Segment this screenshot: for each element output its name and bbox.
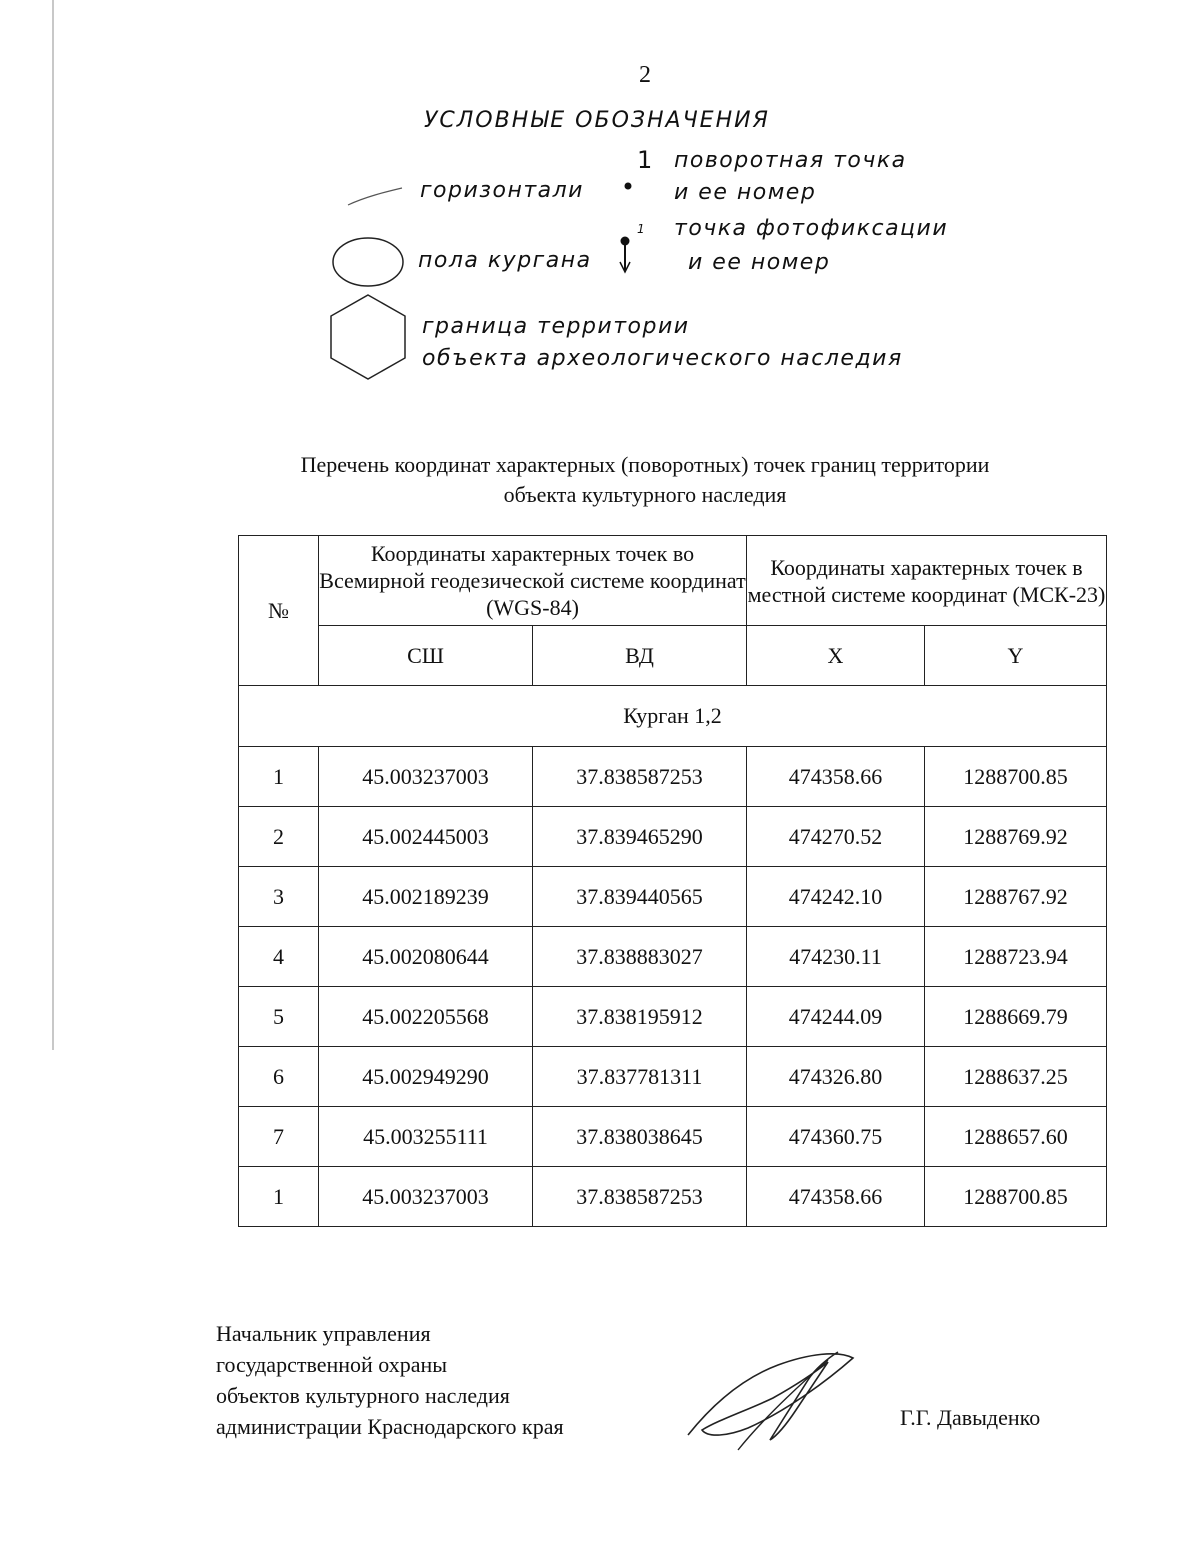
boundary-symbol bbox=[331, 295, 405, 379]
cell-x: 474326.80 bbox=[747, 1047, 925, 1107]
section-title: Курган 1,2 bbox=[239, 686, 1107, 747]
cell-number: 1 bbox=[239, 747, 319, 807]
cell-y: 1288767.92 bbox=[925, 867, 1107, 927]
signatory-name: Г.Г. Давыденко bbox=[900, 1405, 1041, 1430]
cell-longitude: 37.837781311 bbox=[533, 1047, 747, 1107]
table-row bbox=[239, 927, 1107, 987]
column-header-latitude: СШ bbox=[319, 626, 533, 686]
contour-line-symbol bbox=[348, 188, 402, 205]
signatory-line-1: Начальник управления bbox=[216, 1321, 431, 1346]
mound-floor-label: пола кургана bbox=[418, 248, 592, 273]
boundary-label-2: объекта археологического наследия bbox=[422, 346, 903, 371]
cell-latitude: 45.002189239 bbox=[319, 867, 533, 927]
cell-latitude: 45.002205568 bbox=[319, 987, 533, 1047]
cell-y: 1288637.25 bbox=[925, 1047, 1107, 1107]
coordinates-table bbox=[238, 535, 1107, 1227]
cell-number: 3 bbox=[239, 867, 319, 927]
table-row bbox=[239, 1107, 1107, 1167]
legend-symbols bbox=[0, 0, 1200, 400]
cell-latitude: 45.003255111 bbox=[319, 1107, 533, 1167]
turn-point-symbol bbox=[625, 183, 632, 190]
page-number: 2 bbox=[639, 62, 651, 88]
handwritten-signature bbox=[678, 1340, 868, 1460]
boundary-label-1: граница территории bbox=[422, 314, 690, 339]
contours-label: горизонтали bbox=[420, 178, 584, 203]
legend-title: УСЛОВНЫЕ ОБОЗНАЧЕНИЯ bbox=[424, 108, 770, 133]
signatory-position bbox=[216, 1318, 564, 1442]
mound-floor-symbol bbox=[333, 238, 403, 286]
turn-point-label-2: и ее номер bbox=[674, 180, 817, 205]
photo-point-label-1: точка фотофиксации bbox=[674, 216, 949, 241]
section-row bbox=[239, 686, 1107, 747]
scan-edge-line bbox=[52, 0, 54, 1050]
cell-x: 474230.11 bbox=[747, 927, 925, 987]
table-row bbox=[239, 1047, 1107, 1107]
cell-number: 1 bbox=[239, 1167, 319, 1227]
list-title-line-2: объекта культурного наследия bbox=[503, 482, 787, 507]
cell-longitude: 37.838195912 bbox=[533, 987, 747, 1047]
cell-y: 1288669.79 bbox=[925, 987, 1107, 1047]
cell-longitude: 37.838587253 bbox=[533, 747, 747, 807]
cell-number: 2 bbox=[239, 807, 319, 867]
column-header-longitude: ВД bbox=[533, 626, 747, 686]
photo-point-number: 1 bbox=[637, 222, 647, 236]
cell-number: 4 bbox=[239, 927, 319, 987]
cell-number: 7 bbox=[239, 1107, 319, 1167]
cell-latitude: 45.003237003 bbox=[319, 1167, 533, 1227]
turn-point-number: 1 bbox=[637, 146, 654, 174]
signatory-line-2: государственной охраны bbox=[216, 1352, 448, 1377]
cell-number: 6 bbox=[239, 1047, 319, 1107]
cell-longitude: 37.838883027 bbox=[533, 927, 747, 987]
photo-point-symbol bbox=[620, 237, 630, 273]
cell-longitude: 37.838038645 bbox=[533, 1107, 747, 1167]
table-row bbox=[239, 807, 1107, 867]
cell-y: 1288700.85 bbox=[925, 747, 1107, 807]
cell-x: 474358.66 bbox=[747, 1167, 925, 1227]
coordinates-list-title bbox=[0, 450, 1200, 510]
column-header-y: Y bbox=[925, 626, 1107, 686]
column-header-number: № bbox=[239, 536, 319, 686]
column-header-x: X bbox=[747, 626, 925, 686]
table-row bbox=[239, 747, 1107, 807]
cell-longitude: 37.839440565 bbox=[533, 867, 747, 927]
table-row bbox=[239, 867, 1107, 927]
list-title-line-1: Перечень координат характерных (поворотных) точек границ территории bbox=[300, 452, 990, 477]
column-group-wgs84: Координаты характерных точек во Всемирной геодезической системе координат (WGS-84) bbox=[319, 536, 747, 626]
cell-x: 474270.52 bbox=[747, 807, 925, 867]
photo-point-label-2: и ее номер bbox=[688, 250, 831, 275]
cell-x: 474242.10 bbox=[747, 867, 925, 927]
turn-point-label-1: поворотная точка bbox=[674, 148, 907, 173]
cell-longitude: 37.838587253 bbox=[533, 1167, 747, 1227]
cell-x: 474244.09 bbox=[747, 987, 925, 1047]
cell-latitude: 45.002949290 bbox=[319, 1047, 533, 1107]
cell-latitude: 45.003237003 bbox=[319, 747, 533, 807]
column-group-msk23: Координаты характерных точек в местной системе координат (МСК-23) bbox=[747, 536, 1107, 626]
signatory-line-3: объектов культурного наследия bbox=[216, 1383, 510, 1408]
cell-x: 474360.75 bbox=[747, 1107, 925, 1167]
signatory-line-4: администрации Краснодарского края bbox=[216, 1414, 564, 1439]
cell-x: 474358.66 bbox=[747, 747, 925, 807]
cell-y: 1288769.92 bbox=[925, 807, 1107, 867]
table-row bbox=[239, 1167, 1107, 1227]
cell-y: 1288723.94 bbox=[925, 927, 1107, 987]
table-row bbox=[239, 987, 1107, 1047]
cell-y: 1288657.60 bbox=[925, 1107, 1107, 1167]
cell-y: 1288700.85 bbox=[925, 1167, 1107, 1227]
cell-latitude: 45.002080644 bbox=[319, 927, 533, 987]
cell-number: 5 bbox=[239, 987, 319, 1047]
cell-longitude: 37.839465290 bbox=[533, 807, 747, 867]
cell-latitude: 45.002445003 bbox=[319, 807, 533, 867]
